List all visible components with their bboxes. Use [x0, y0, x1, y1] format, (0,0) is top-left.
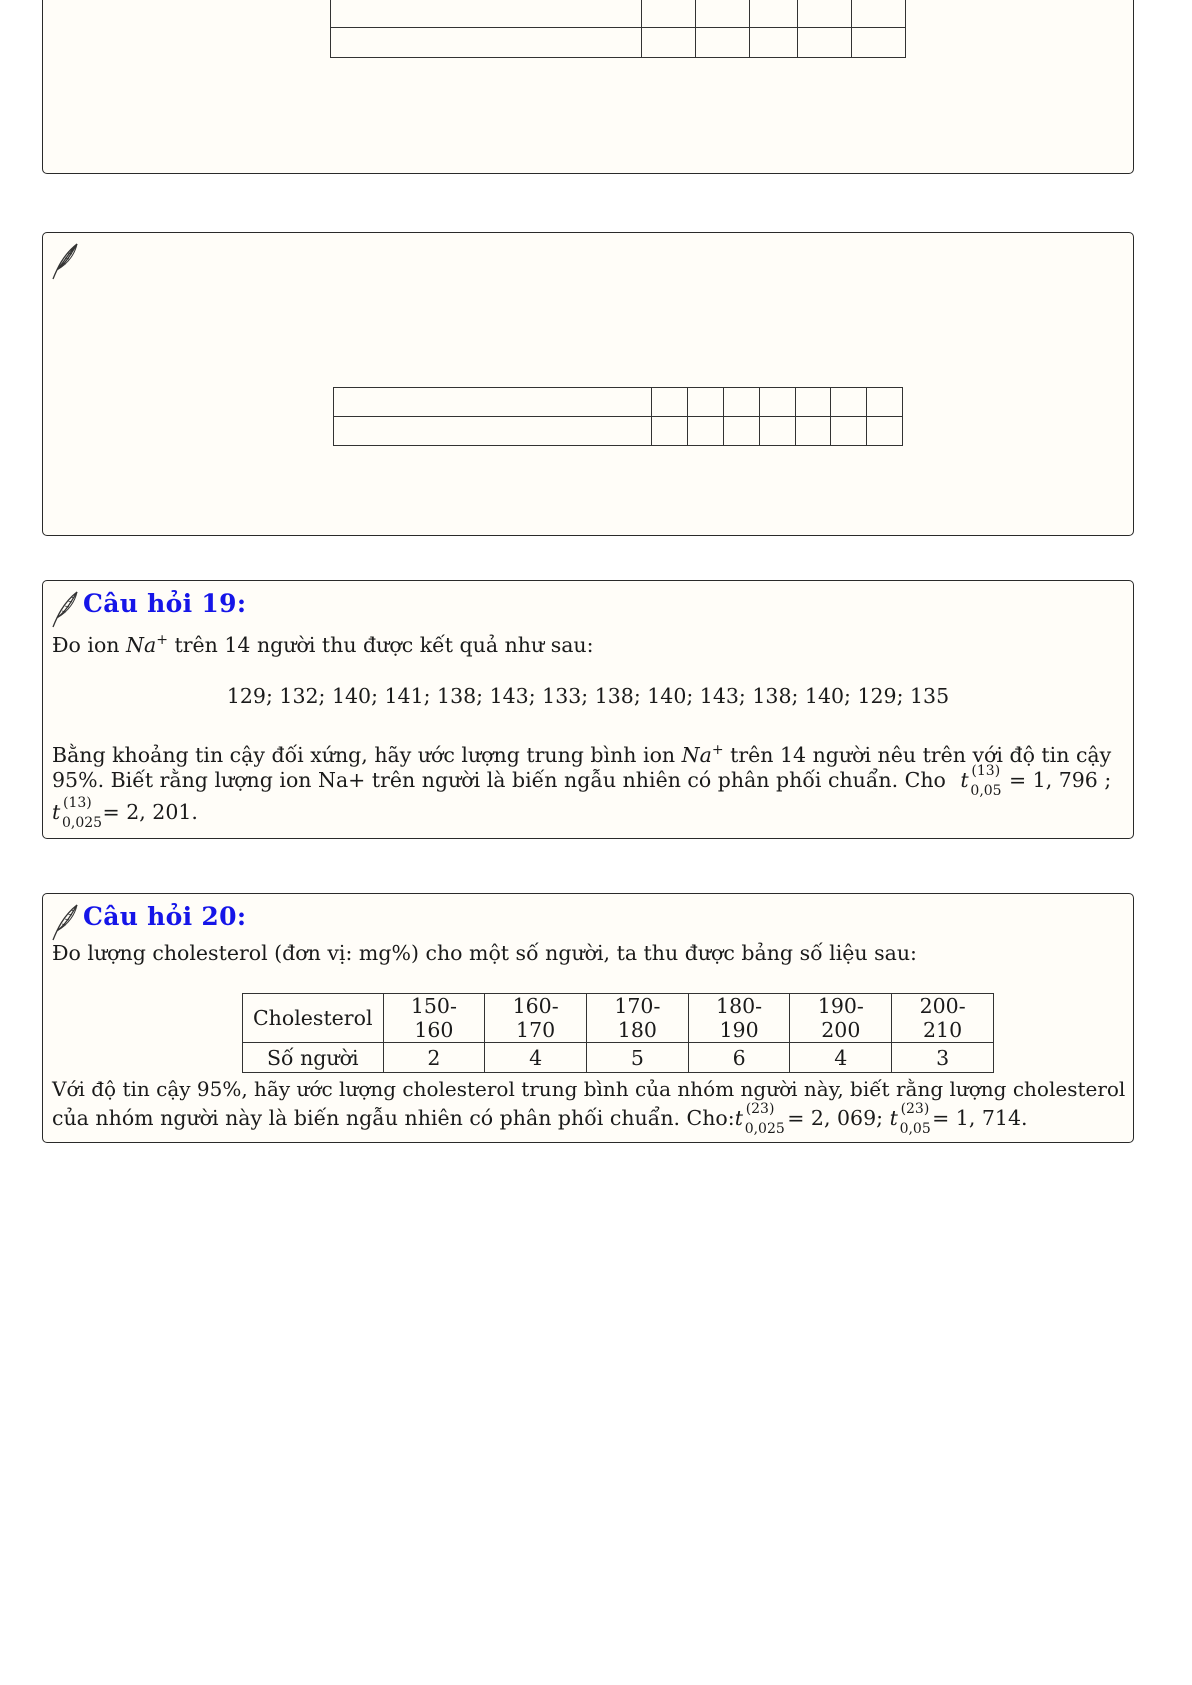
table-cell: 6 — [688, 1043, 790, 1073]
table-cell: 3 — [892, 1043, 994, 1073]
table-row — [243, 994, 994, 1043]
table-cell: 5 — [586, 1043, 688, 1073]
table-cell: 2 — [383, 1043, 485, 1073]
question-body-line2: của nhóm người này là biến ngẫu nhiên có phân phối chuẩn. Cho: t (23) 0,025 = 2, 069; t (23) 0,05 = 1, 714. — [52, 1101, 1028, 1137]
feather-quill-icon — [49, 589, 79, 629]
t-critical-value: t (13) 0,05 — [960, 763, 1002, 799]
answer-box-previous — [42, 0, 1134, 174]
question-intro: Đo ion Na+ trên 14 người thu được kết quả như sau: — [52, 632, 594, 657]
question-20-box — [42, 893, 1134, 1143]
table-cell: 180-190 — [688, 994, 790, 1043]
table-cell: 4 — [790, 1043, 892, 1073]
question-body-line1: Bằng khoảng tin cậy đối xứng, hãy ước lượng trung bình ion Na+ trên 14 người nêu trên với độ tin cậy — [52, 742, 1112, 767]
t-critical-value: t (23) 0,025 — [734, 1101, 785, 1137]
question-intro: Đo lượng cholesterol (đơn vị: mg%) cho một số người, ta thu được bảng số liệu sau: — [52, 941, 917, 965]
table-cell: 4 — [485, 1043, 587, 1073]
question-title: Câu hỏi 20: — [83, 902, 247, 931]
table-cell: 170-180 — [586, 994, 688, 1043]
table-row — [243, 1043, 994, 1073]
table-header-cell: Cholesterol — [243, 994, 384, 1043]
question-19-box — [42, 580, 1134, 839]
t-critical-value: t (23) 0,05 — [889, 1101, 931, 1137]
question-title: Câu hỏi 19: — [83, 589, 247, 618]
measurement-data: 129; 132; 140; 141; 138; 143; 133; 138; 140; 143; 138; 140; 129; 135 — [226, 684, 950, 708]
answer-box-blank — [42, 232, 1134, 536]
table-cell: 160-170 — [485, 994, 587, 1043]
question-body-line3: t (13) 0,025 = 2, 201. — [52, 795, 198, 831]
question-body-line1: Với độ tin cậy 95%, hãy ước lượng cholesterol trung bình của nhóm người này, biết rằng lượng cholesterol — [52, 1077, 1126, 1101]
feather-quill-icon — [49, 902, 79, 942]
feather-quill-icon — [49, 241, 79, 281]
table-cell: 190-200 — [790, 994, 892, 1043]
table-cell: 200-210 — [892, 994, 994, 1043]
blank-table — [333, 387, 903, 446]
t-critical-value: t (13) 0,025 — [52, 795, 103, 831]
question-body-line2: 95%. Biết rằng lượng ion Na+ trên người là biến ngẫu nhiên có phân phối chuẩn. Cho t (13) 0,05 = 1, 796 ; — [52, 763, 1112, 799]
table-header-cell: Số người — [243, 1043, 384, 1073]
blank-table — [330, 0, 906, 58]
cholesterol-table — [242, 993, 994, 1073]
table-cell: 150-160 — [383, 994, 485, 1043]
